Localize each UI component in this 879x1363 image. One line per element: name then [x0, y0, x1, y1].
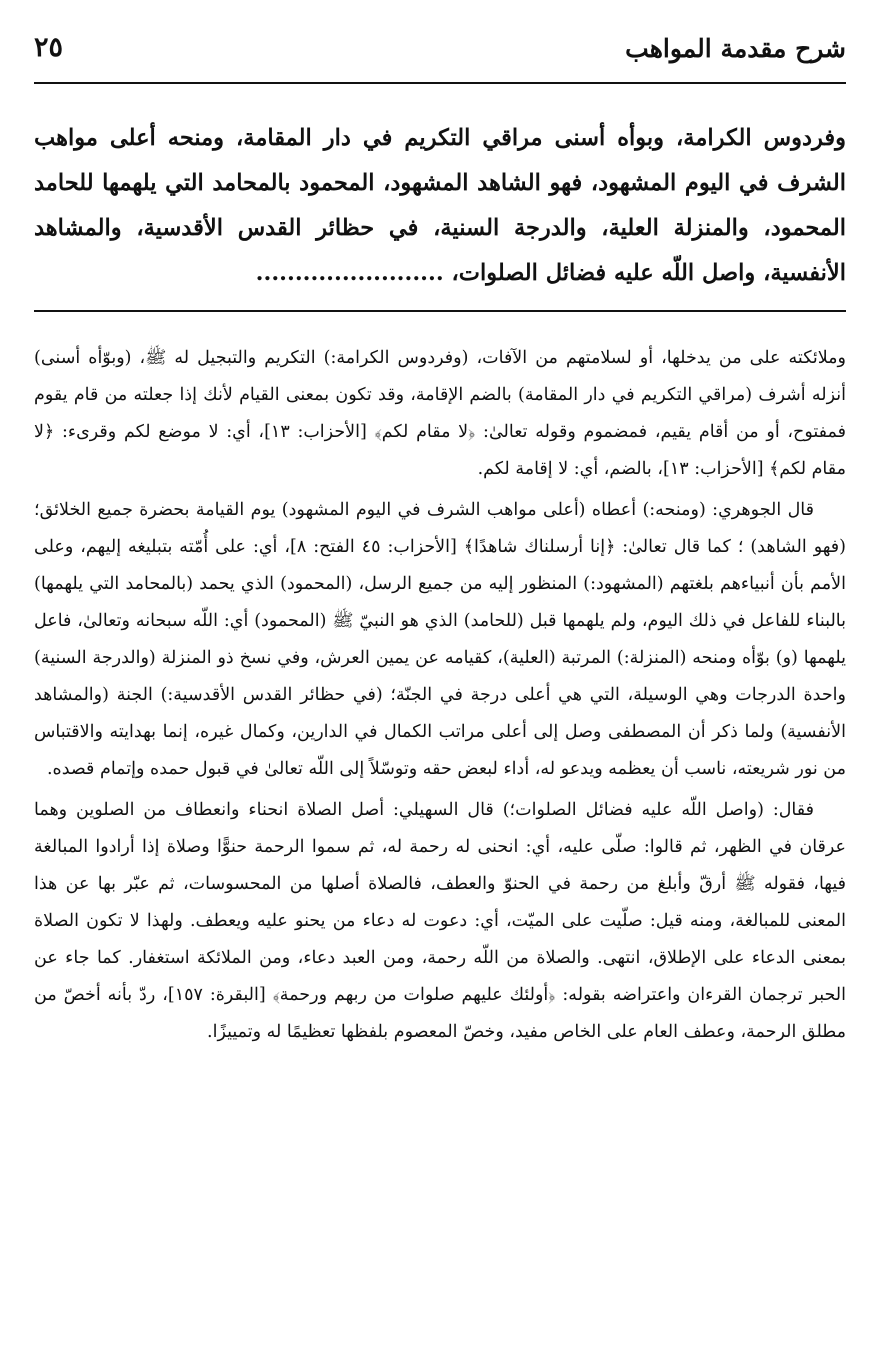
- book-page: [34, 26, 846, 1055]
- running-header: [34, 26, 846, 84]
- header-title: شرح مقدمة المواهب: [625, 34, 846, 63]
- commentary-block: [34, 340, 846, 1051]
- commentary-paragraph: قال الجوهري: (ومنحه:) أعطاه (أعلى مواهب الشرف في اليوم المشهود) يوم القيامة بحضرة جميع الخلائق؛ (فهو الشاهد) ؛ كما قال تعالىٰ: ﴿إنا أرسلناك شاهدًا﴾ [الأحزاب: ٤٥ الفتح: ٨]، أي: على أُمّته بتبليغه إليهم، وعلى الأمم بأن أنبياءهم بلغتهم (المشهود:) المنظور إليه من جميع الرسل، (المحمود) الذي يحمد (بالمحامد التي يلهمها) بالبناء للفاعل في ذلك اليوم، ولم يلهمها قبل (للحامد) الذي هو النبيّ ﷺ (المحمود) أي: اللّه سبحانه وتعالىٰ، فاعل يلهمها (و) بوّأه ومنحه (المنزلة:) المرتبة (العلية)، كقيامه عن يمين العرش، وفي نسخ ذو المنزلة (والدرجة السنية) واحدة الدرجات وهي الوسيلة، التي هي أعلى درجة في الجنّة؛ (في حظائر القدس الأقدسية:) الجنة (والمشاهد الأنفسية) ولما ذكر أن المصطفى وصل إلى أعلى مراتب الكمال في الدارين، وكمال غيره، إنما بهدايته والاقتباس من نور شريعته، ناسب أن يعظمه ويدعو له، أداء لبعض حقه وتوسّلاً إلى اللّه تعالىٰ في قبول حمده وإتمام قصده.: [34, 500, 846, 779]
- text-divider: [34, 310, 846, 312]
- commentary-paragraph: وملائكته على من يدخلها، أو لسلامتهم من الآفات، (وفردوس الكرامة:) التكريم والتبجيل له ﷺ، (وبوّأه أسنى) أنزله أشرف (مراقي التكريم في دار المقامة) بالضم الإقامة، وقد تكون بمعنى القيام لأنك إذا جعلته من قام يقوم فمفتوح، أو من أقام يقيم، فمضموم وقوله تعالىٰ: ﴿لا مقام لكم﴾ [الأحزاب: ١٣]، أي: لا موضع لكم وقرىء: ﴿لا مقام لكم﴾ [الأحزاب: ١٣]، بالضم، أي: لا إقامة لكم.: [34, 348, 846, 479]
- commentary-paragraph: فقال: (واصل اللّه عليه فضائل الصلوات؛) قال السهيلي: أصل الصلاة انحناء وانعطاف من الصلوين وهما عرقان في الظهر، ثم قالوا: صلّى عليه، أي: انحنى له رحمة له، ثم سموا الرحمة حنوًّا وصلاة إذا أرادوا المبالغة فيها، فقوله ﷺ أرقّ وأبلغ من رحمة في الحنوّ والعطف، فالصلاة أصلها من المحسوسات، ثم عبّر بها عن هذا المعنى للمبالغة، ومنه قيل: صلّيت على الميّت، أي: دعوت له دعاء من يحنو عليه ويعطف. ولهذا لا تكون الصلاة بمعنى الدعاء على الإطلاق، انتهى. والصلاة من اللّه رحمة، ومن العبد دعاء، ومن الملائكة استغفار. كما جاء عن الحبر ترجمان القرءان واعتراضه بقوله: ﴿أولئك عليهم صلوات من ربهم ورحمة﴾ [البقرة: ١٥٧]، ردّ بأنه أخصّ من مطلق الرحمة، وعطف العام على الخاص مفيد، وخصّ المعصوم بلفظها تعظيمًا له وتمييزًا.: [34, 800, 846, 1042]
- main-text: وفردوس الكرامة، وبوأه أسنى مراقي التكريم في دار المقامة، ومنحه أعلى مواهب الشرف في اليوم المشهود، فهو الشاهد المشهود، المحمود بالمحامد التي يلهمها للحامد المحمود، والمنزلة العلية، والدرجة السنية، في حظائر القدس الأقدسية، والمشاهد الأنفسية، واصل اللّه عليه فضائل الصلوات،: [34, 125, 846, 286]
- continuation-dots: ........................: [255, 260, 444, 286]
- main-text-block: [34, 116, 846, 296]
- main-text-paragraph: [34, 116, 846, 296]
- page-number: ٢٥: [34, 32, 64, 63]
